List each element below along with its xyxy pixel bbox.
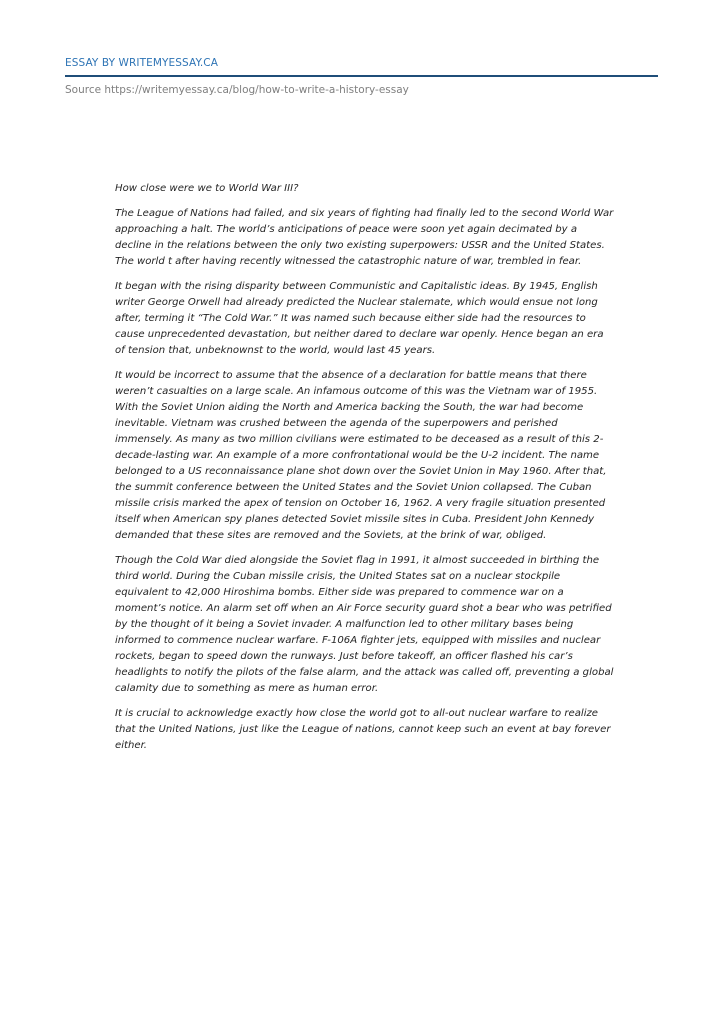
essay-body [115,181,615,763]
essay-paragraph: The League of Nations had failed, and six years of fighting had finally led to the second World War approaching a halt. The world’s anticipations of peace were soon yet again decimated by a decline in the relations between the only two existing superpowers: USSR and the United States. The world t after having recently witnessed the catastrophic nature of war, trembled in fear. [115,208,614,267]
essay-paragraph: It would be incorrect to assume that the absence of a declaration for battle means that there weren’t casualties on a large scale. An infamous outcome of this was the Vietnam war of 1955. With the Soviet Union aiding the North and America backing the South, the war had become inevitable. Vietnam was crushed between the agenda of the superpowers and perished immensely. As many as two million civilians were estimated to be deceased as a result of this 2-decade-lasting war. An example of a more confrontational would be the U-2 incident. The name belonged to a US reconnaissance plane shot down over the Soviet Union in May 1960. After that, the summit conference between the United States and the Soviet Union collapsed. The Cuban missile crisis marked the apex of tension on October 16, 1962. A very fragile situation presented itself when American spy planes detected Soviet missile sites in Cuba. President John Kennedy demanded that these sites are removed and the Soviets, at the brink of war, obliged. [115,370,607,541]
header-divider [65,75,658,77]
essay-question: How close were we to World War III? [115,183,299,194]
essay-paragraph: Though the Cold War died alongside the Soviet flag in 1991, it almost succeeded in birthing the third world. During the Cuban missile crisis, the United States sat on a nuclear stockpile equivalent to 42,000 Hiroshima bombs. Either side was prepared to commence war on a moment’s notice. An alarm set off when an Air Force security guard shot a bear who was petrified by the thought of it being a Soviet invader. A malfunction led to other military bases being informed to commence nuclear warfare. F-106A fighter jets, equipped with missiles and nuclear rockets, began to speed down the runways. Just before takeoff, an officer flashed his car’s headlights to notify the pilots of the false alarm, and the attack was called off, preventing a global calamity due to something as mere as human error. [115,555,614,694]
essay-paragraph: It began with the rising disparity between Communistic and Capitalistic ideas. By 1945, English writer George Orwell had already predicted the Nuclear stalemate, which would ensue not long after, terming it “The Cold War.” It was named such because either side had the resources to cause unprecedented devastation, but neither dared to declare war openly. Hence began an era of tension that, unbeknownst to the world, would last 45 years. [115,281,604,356]
essay-paragraph: It is crucial to acknowledge exactly how close the world got to all-out nuclear warfare to realize that the United Nations, just like the League of nations, cannot keep such an event at bay forever either. [115,708,611,751]
source-line: Source https://writemyessay.ca/blog/how-to-write-a-history-essay [65,84,409,96]
header-title: ESSAY BY WRITEMYESSAY.CA [65,57,219,69]
